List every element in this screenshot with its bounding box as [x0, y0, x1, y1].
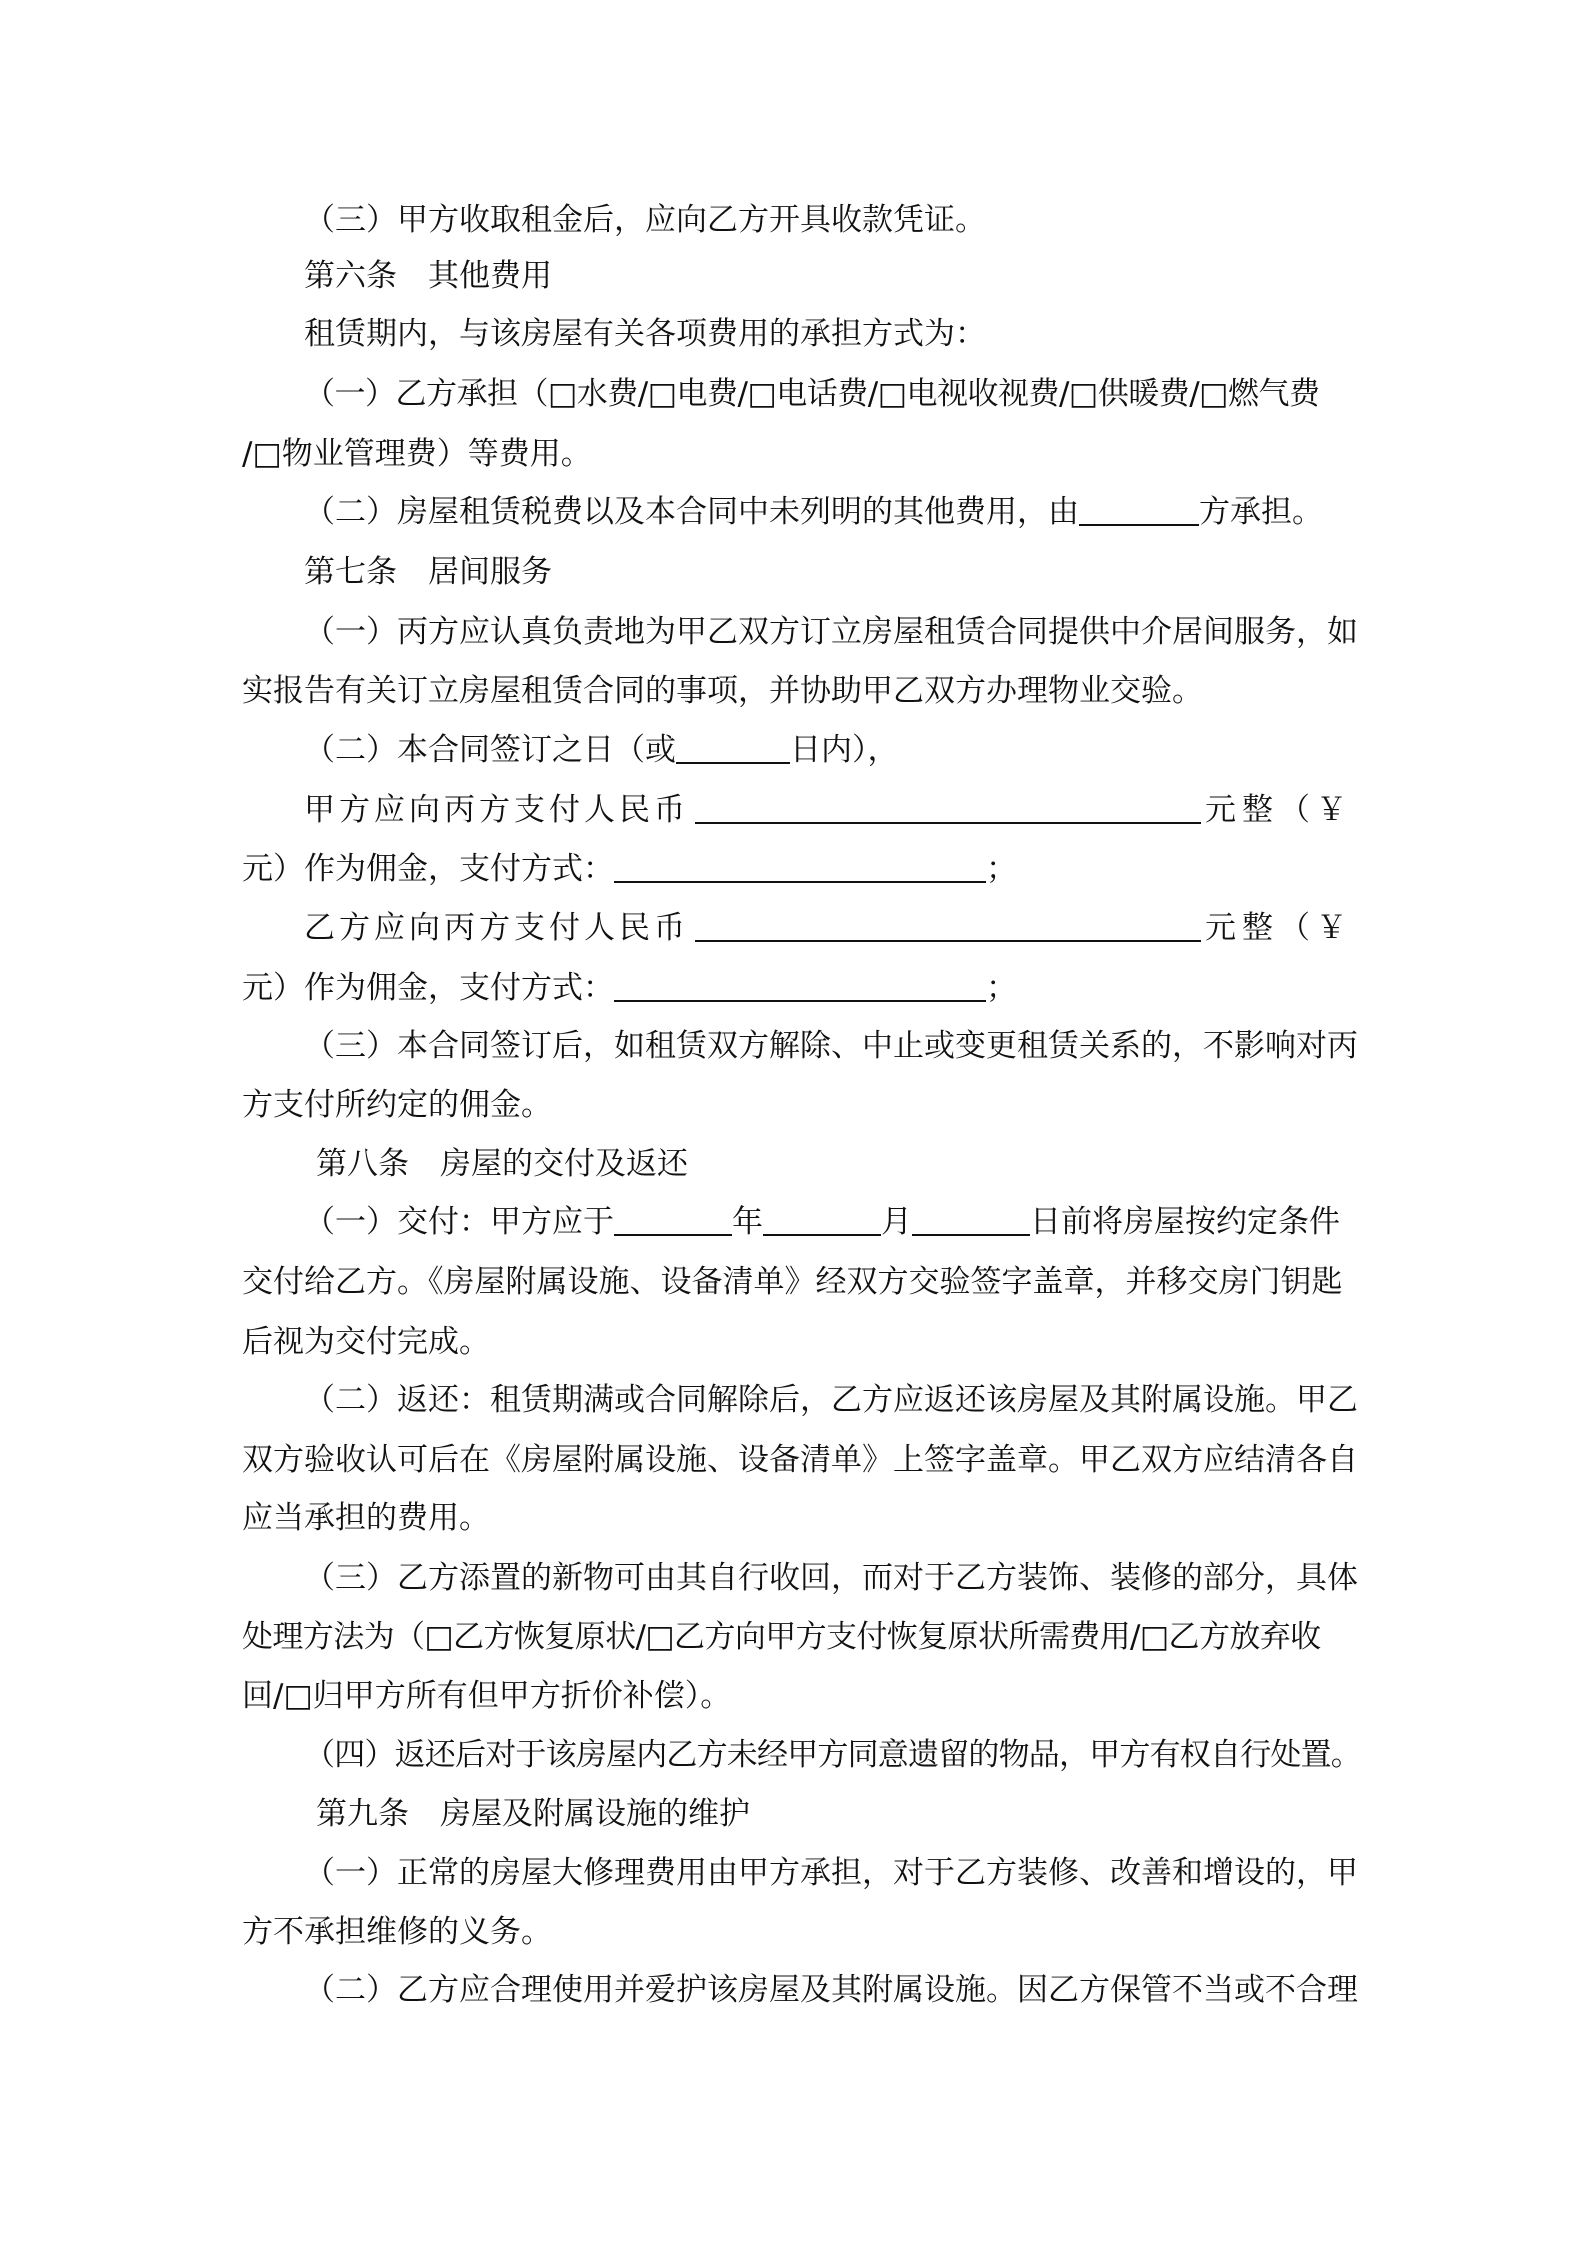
party-b-semicolon: ；: [986, 970, 1017, 1006]
art9-clause-2-line-1: （二）乙方应合理使用并爱护该房屋及其附属设施。因乙方保管不当或不合理: [304, 1972, 1358, 2008]
art8-clause-1-line-2: 交付给乙方。《房屋附属设施、设备清单》经双方交验签字盖章，并移交房门钥匙: [242, 1264, 1343, 1300]
art9-heading: 第九条 房屋及附属设施的维护: [316, 1796, 750, 1832]
days-blank[interactable]: [676, 734, 790, 764]
art7-heading: 第七条 居间服务: [304, 554, 552, 590]
party-a-amount-blank[interactable]: [695, 794, 1201, 824]
art6-clause-1-line-2: /□物业管理费）等费用。: [242, 436, 592, 472]
art9-clause-1-line-1: （一）正常的房屋大修理费用由甲方承担，对于乙方装修、改善和增设的，甲: [304, 1855, 1358, 1891]
delivery-year-blank[interactable]: [614, 1206, 732, 1236]
art8-clause-3-line-2: 处理方法为（□乙方恢复原状/□乙方向甲方支付恢复原状所需费用/□乙方放弃收: [242, 1619, 1321, 1655]
art8-clause-1-line-1: [304, 1202, 1362, 1242]
art8-clause-1-line-3: 后视为交付完成。: [242, 1324, 490, 1360]
party-a-commission-label: 甲方应向丙方支付人民币: [304, 792, 689, 828]
art7-clause-1-line-2: 实报告有关订立房屋租赁合同的事项，并协助甲乙双方办理物业交验。: [242, 673, 1203, 709]
art6-intro: 租赁期内，与该房屋有关各项费用的承担方式为：: [304, 316, 986, 352]
delivery-month-blank[interactable]: [763, 1206, 881, 1236]
art9-clause-1-line-2: 方不承担维修的义务。: [242, 1914, 552, 1950]
art7-clause-2-text-end: 日内），: [790, 732, 899, 768]
payer-blank[interactable]: [1079, 496, 1199, 526]
delivery-day-blank[interactable]: [912, 1206, 1030, 1236]
art7-clause-3-line-1: （三）本合同签订后，如租赁双方解除、中止或变更租赁关系的，不影响对丙: [304, 1028, 1358, 1064]
party-a-semicolon: ；: [986, 851, 1017, 887]
art8-clause-2-line-3: 应当承担的费用。: [242, 1500, 490, 1536]
party-a-payment-method-blank[interactable]: [614, 853, 986, 883]
year-label: 年: [732, 1204, 763, 1240]
art8-clause-2-line-1: （二）返还：租赁期满或合同解除后，乙方应返还该房屋及其附属设施。甲乙: [304, 1382, 1358, 1418]
art6-clause-2-text: （二）房屋租赁税费以及本合同中未列明的其他费用，由: [304, 494, 1079, 530]
art7-clause-2-text: （二）本合同签订之日（或: [304, 732, 676, 768]
party-b-commission-line-2: [242, 968, 1362, 1008]
party-a-commission-line-1: [304, 790, 1424, 830]
party-a-payment-label: 元）作为佣金，支付方式：: [242, 851, 614, 887]
art5-clause-3: （三）甲方收取租金后，应向乙方开具收款凭证。: [304, 202, 986, 238]
party-b-commission-label: 乙方应向丙方支付人民币: [304, 910, 689, 946]
month-label: 月: [881, 1204, 912, 1240]
art7-clause-2: [304, 730, 1362, 770]
party-b-payment-method-blank[interactable]: [614, 972, 986, 1002]
art7-clause-1-line-1: （一）丙方应认真负责地为甲乙双方订立房屋租赁合同提供中介居间服务，如: [304, 614, 1358, 650]
art8-clause-3-line-3: 回/□归甲方所有但甲方折价补偿）。: [242, 1678, 732, 1714]
art8-clause-3-line-1: （三）乙方添置的新物可由其自行收回，而对于乙方装饰、装修的部分，具体: [304, 1560, 1358, 1596]
art6-clause-1-line-1: （一）乙方承担（□水费/□电费/□电话费/□电视收视费/□供暖费/□燃气费: [304, 376, 1320, 412]
party-b-commission-line-1: [304, 908, 1424, 948]
art6-clause-2-text-end: 方承担。: [1199, 494, 1323, 530]
party-b-yuan-label: 元整（￥: [1205, 910, 1353, 946]
art6-heading: 第六条 其他费用: [304, 258, 552, 294]
art7-clause-3-line-2: 方支付所约定的佣金。: [242, 1087, 552, 1123]
party-b-amount-blank[interactable]: [695, 912, 1201, 942]
art8-clause-1-text-end: 日前将房屋按约定条件: [1030, 1204, 1340, 1240]
party-a-commission-line-2: [242, 849, 1362, 889]
party-a-yuan-label: 元整（￥: [1205, 792, 1353, 828]
party-b-payment-label: 元）作为佣金，支付方式：: [242, 970, 614, 1006]
art8-heading: 第八条 房屋的交付及返还: [316, 1146, 688, 1182]
art8-clause-4: （四）返还后对于该房屋内乙方未经甲方同意遗留的物品，甲方有权自行处置。: [304, 1737, 1361, 1773]
art8-clause-2-line-2: 双方验收认可后在《房屋附属设施、设备清单》上签字盖章。甲乙双方应结清各自: [242, 1442, 1358, 1478]
art6-clause-2: [304, 492, 1362, 532]
art8-clause-1-text: （一）交付：甲方应于: [304, 1204, 614, 1240]
